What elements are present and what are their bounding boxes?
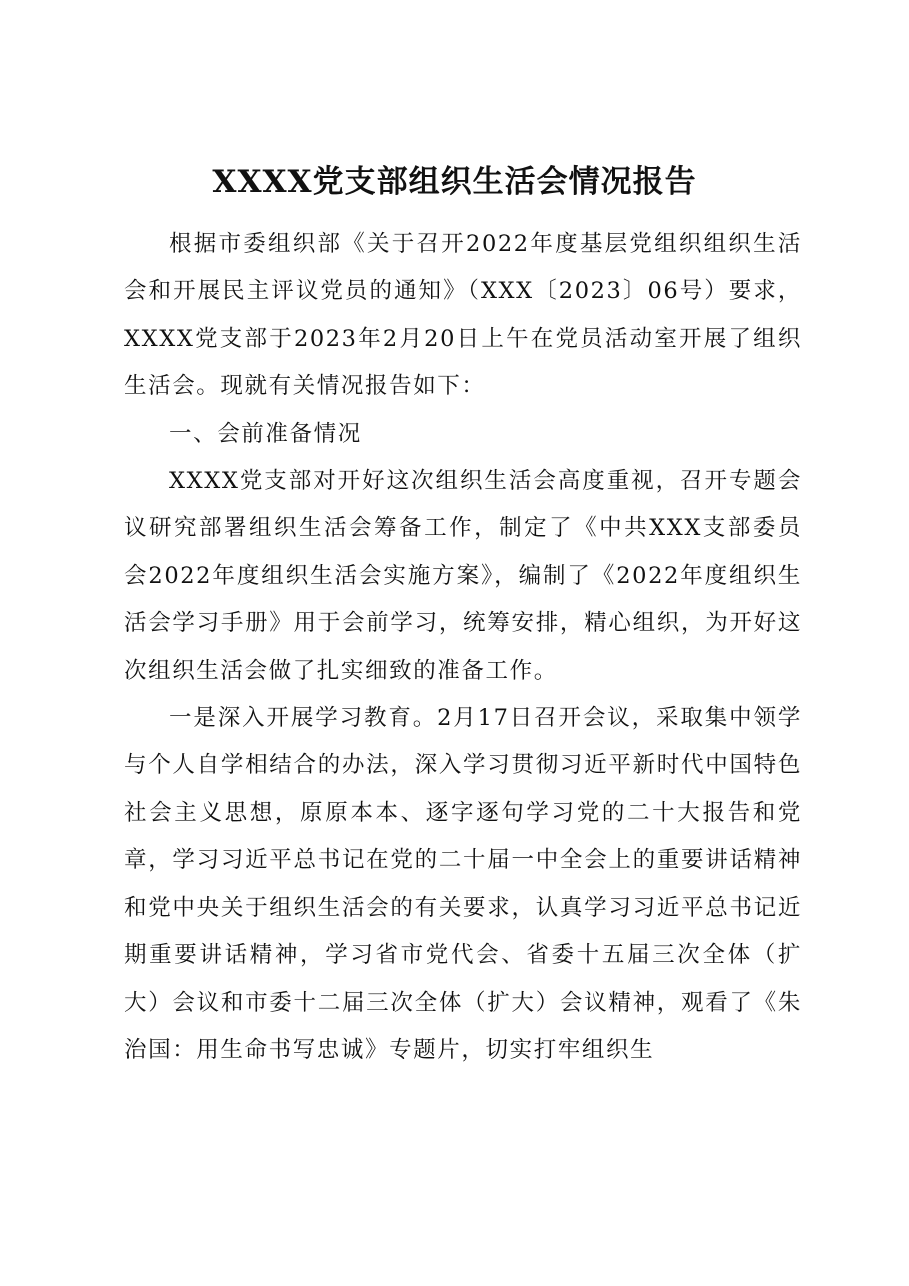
document-body <box>124 221 802 1074</box>
paragraph-study-education: 一是深入开展学习教育。2月17日召开会议，采取集中领学与个人自学相结合的办法，深入学习贯彻习近平新时代中国特色社会主义思想，原原本本、逐字逐句学习党的二十大报告和党章，学习习近平总书记在党的二十届一中全会上的重要讲话精神和党中央关于组织生活会的有关要求，认真学习习近平总书记近期重要讲话精神，学习省市党代会、省委十五届三次全体（扩大）会议和市委十二届三次全体（扩大）会议精神，观看了《朱治国：用生命书写忠诚》专题片，切实打牢组织生 <box>124 705 802 1063</box>
paragraph-intro: 根据市委组织部《关于召开2022年度基层党组织组织生活会和开展民主评议党员的通知》（XXX〔2023〕06号）要求，XXXX党支部于2023年2月20日上午在党员活动室开展了组织生活会。现就有关情况报告如下： <box>124 231 802 400</box>
section-heading-preparation: 一、会前准备情况 <box>169 420 362 447</box>
document-title: XXXX党支部组织生活会情况报告 <box>212 164 697 200</box>
paragraph-preparation: XXXX党支部对开好这次组织生活会高度重视，召开专题会议研究部署组织生活会筹备工作，制定了《中共XXX支部委员会2022年度组织生活会实施方案》，编制了《2022年度组织生活会学习手册》用于会前学习，统筹安排，精心组织，为开好这次组织生活会做了扎实细致的准备工作。 <box>124 468 802 684</box>
